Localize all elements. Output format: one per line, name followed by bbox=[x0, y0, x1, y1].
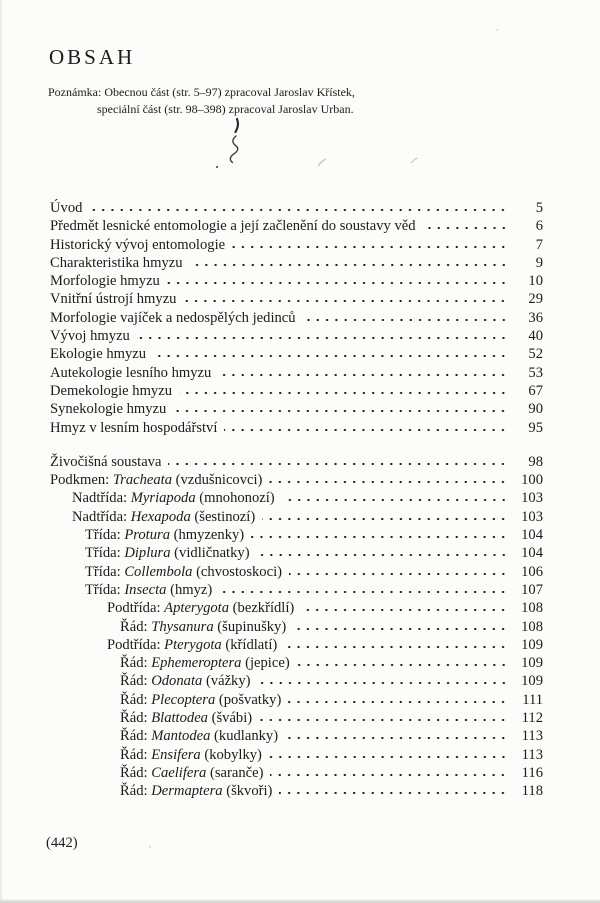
dot-leader bbox=[279, 791, 510, 795]
dot-leader bbox=[190, 263, 510, 267]
toc-entry bbox=[50, 309, 543, 327]
note-line-1 bbox=[48, 84, 355, 101]
entry-common-name: (švábi) bbox=[207, 710, 253, 727]
dot-leader bbox=[284, 645, 510, 649]
entry-page-number: 29 bbox=[528, 291, 543, 308]
entry-label bbox=[85, 544, 250, 562]
toc-entry bbox=[50, 364, 543, 382]
toc-entry bbox=[50, 599, 543, 617]
entry-page-number: 103 bbox=[521, 508, 543, 525]
entry-common-name: (hmyz) bbox=[166, 581, 213, 598]
dot-leader bbox=[288, 700, 510, 704]
latin-taxon-name: Plecoptera bbox=[151, 691, 216, 708]
entry-page-number: 103 bbox=[521, 490, 543, 507]
latin-taxon-name: Odonata bbox=[151, 673, 203, 690]
entry-text: Synekologie hmyzu bbox=[50, 401, 167, 418]
page-number-folio: (442) bbox=[46, 835, 78, 851]
toc-entry bbox=[50, 217, 543, 235]
entry-text: Řád: bbox=[120, 710, 152, 727]
entry-common-name: (šestinozí) bbox=[190, 508, 256, 525]
entry-text: Podkmen: bbox=[50, 472, 113, 489]
entry-page-number: 6 bbox=[535, 218, 543, 235]
entry-text: Charakteristika hmyzu bbox=[50, 254, 183, 271]
latin-taxon-name: Protura bbox=[124, 527, 170, 544]
entry-text: Řád: bbox=[120, 764, 152, 781]
dot-leader bbox=[303, 318, 510, 322]
dot-leader bbox=[297, 663, 510, 667]
toc-entry bbox=[50, 544, 543, 562]
entry-page-number: 109 bbox=[521, 636, 543, 653]
toc-entry bbox=[50, 254, 543, 272]
toc-entry bbox=[50, 382, 543, 400]
latin-taxon-name: Apterygota bbox=[164, 600, 230, 617]
latin-taxon-name: Pterygota bbox=[164, 636, 222, 653]
entry-common-name: (vidličnatky) bbox=[170, 545, 250, 562]
entry-page-number: 67 bbox=[528, 382, 543, 399]
toc-entry bbox=[50, 764, 543, 782]
entry-text: Nadtřída: bbox=[72, 508, 131, 525]
entry-page-number: 107 bbox=[521, 581, 543, 598]
entry-page-number: 40 bbox=[528, 328, 543, 345]
toc-entry bbox=[50, 636, 543, 654]
toc-entry bbox=[50, 236, 543, 254]
entry-common-name: (křídlatí) bbox=[221, 636, 278, 653]
latin-taxon-name: Hexapoda bbox=[130, 508, 191, 525]
entry-text: Úvod bbox=[50, 200, 83, 216]
entry-text: Řád: bbox=[120, 618, 152, 635]
entry-page-number: 52 bbox=[528, 346, 543, 363]
scan-edge-bottom bbox=[0, 899, 600, 903]
dot-leader bbox=[285, 736, 510, 740]
toc-entry bbox=[50, 691, 543, 709]
entry-common-name: (kudlanky) bbox=[210, 728, 279, 745]
note-text-1: Obecnou část (str. 5–97) zpracoval Jaroslav Křístek, bbox=[104, 85, 355, 99]
entry-page-number: 109 bbox=[521, 655, 543, 672]
entry-common-name: (bezkřídlí) bbox=[229, 600, 295, 617]
entry-label bbox=[50, 364, 211, 382]
scan-edge-left bbox=[0, 0, 3, 903]
dot-leader bbox=[153, 354, 510, 358]
dot-leader bbox=[232, 245, 510, 249]
entry-page-number: 98 bbox=[528, 453, 543, 470]
entry-label bbox=[120, 672, 251, 690]
latin-taxon-name: Blattodea bbox=[151, 710, 208, 727]
entry-label bbox=[72, 508, 255, 526]
entry-text: Historický vývoj entomologie bbox=[50, 236, 226, 253]
entry-text: Třída: bbox=[85, 545, 125, 562]
entry-page-number: 113 bbox=[521, 728, 543, 745]
toc-entry bbox=[50, 489, 543, 507]
entry-text: Podtřída: bbox=[107, 636, 165, 653]
toc-entry bbox=[50, 508, 543, 526]
entry-label bbox=[50, 309, 296, 327]
entry-label bbox=[50, 199, 82, 217]
latin-taxon-name: Ephemeroptera bbox=[151, 655, 242, 672]
dot-leader bbox=[262, 517, 510, 521]
toc-entry bbox=[50, 672, 543, 690]
entry-label bbox=[120, 782, 272, 800]
entry-label bbox=[50, 254, 183, 272]
entry-text: Morfologie hmyzu bbox=[50, 273, 160, 290]
entry-page-number: 106 bbox=[521, 563, 543, 580]
entry-page-number: 109 bbox=[521, 673, 543, 690]
dot-leader bbox=[282, 498, 510, 502]
entry-common-name: (škvoři) bbox=[222, 783, 273, 800]
dot-leader bbox=[251, 535, 510, 539]
toc-entry bbox=[50, 618, 543, 636]
entry-text: Třída: bbox=[85, 581, 125, 598]
toc-entry bbox=[50, 746, 543, 764]
entry-text: Hmyz v lesním hospodářství bbox=[50, 419, 218, 436]
entry-label bbox=[120, 764, 263, 782]
toc-entry bbox=[50, 453, 543, 471]
entry-page-number: 9 bbox=[535, 254, 543, 271]
entry-text: Podtřída: bbox=[107, 600, 165, 617]
toc-entry bbox=[50, 345, 543, 363]
entry-page-number: 53 bbox=[528, 364, 543, 381]
toc-entry bbox=[50, 782, 543, 800]
dot-leader bbox=[293, 627, 510, 631]
entry-page-number: 116 bbox=[521, 764, 543, 781]
entry-page-number: 104 bbox=[521, 545, 543, 562]
latin-taxon-name: Tracheata bbox=[112, 472, 173, 489]
toc-entry bbox=[50, 563, 543, 581]
entry-label bbox=[120, 709, 252, 727]
entry-text: Řád: bbox=[120, 728, 152, 745]
toc-entry bbox=[50, 581, 543, 599]
dot-leader bbox=[301, 608, 510, 612]
dot-leader bbox=[258, 681, 510, 685]
latin-taxon-name: Mantodea bbox=[151, 728, 211, 745]
entry-label bbox=[50, 272, 160, 290]
dot-leader bbox=[259, 718, 510, 722]
entry-label bbox=[50, 217, 416, 235]
toc-entry bbox=[50, 419, 543, 437]
entry-label bbox=[85, 581, 212, 599]
entry-text: Autekologie lesního hmyzu bbox=[50, 364, 212, 381]
entry-text: Morfologie vajíček a nedospělých jedinců bbox=[50, 309, 296, 326]
entry-label bbox=[50, 419, 217, 437]
dot-leader bbox=[89, 208, 510, 212]
latin-taxon-name: Insecta bbox=[124, 581, 167, 598]
entry-common-name: (šupinušky) bbox=[213, 618, 287, 635]
entry-common-name: (saranče) bbox=[206, 764, 264, 781]
entry-label bbox=[72, 489, 275, 507]
entry-common-name: (jepice) bbox=[241, 655, 290, 672]
dot-leader bbox=[179, 391, 510, 395]
dot-leader bbox=[219, 590, 510, 594]
table-of-contents bbox=[50, 199, 543, 801]
entry-page-number: 108 bbox=[521, 600, 543, 617]
toc-entry bbox=[50, 400, 543, 418]
entry-label bbox=[85, 563, 282, 581]
toc-entry bbox=[50, 290, 543, 308]
entry-common-name: (pošvatky) bbox=[215, 691, 282, 708]
entry-label bbox=[120, 691, 281, 709]
toc-entry bbox=[50, 199, 543, 217]
page-title: OBSAH bbox=[49, 45, 136, 69]
entry-label bbox=[50, 453, 161, 471]
entry-label bbox=[50, 345, 146, 363]
entry-text: Řád: bbox=[120, 783, 152, 800]
toc-entry bbox=[50, 727, 543, 745]
dot-leader bbox=[270, 773, 510, 777]
latin-taxon-name: Diplura bbox=[124, 545, 171, 562]
entry-page-number: 100 bbox=[521, 472, 543, 489]
note-text-2: speciální část (str. 98–398) zpracoval Jaroslav Urban. bbox=[97, 101, 354, 116]
dot-leader bbox=[173, 409, 510, 413]
entry-text: Třída: bbox=[85, 527, 125, 544]
latin-taxon-name: Collembola bbox=[124, 563, 193, 580]
entry-text: Řád: bbox=[120, 746, 152, 763]
dot-leader bbox=[423, 226, 510, 230]
entry-common-name: (hmyzenky) bbox=[170, 527, 245, 544]
entry-label bbox=[50, 400, 166, 418]
toc-entry bbox=[50, 654, 543, 672]
entry-common-name: (chvostoskoci) bbox=[192, 563, 282, 580]
entry-label bbox=[50, 290, 176, 308]
latin-taxon-name: Myriapoda bbox=[130, 490, 196, 507]
entry-text: Živočišná soustava bbox=[50, 453, 162, 470]
entry-common-name: (vážky) bbox=[202, 673, 251, 690]
entry-text: Vývoj hmyzu bbox=[50, 328, 130, 345]
entry-text: Řád: bbox=[120, 673, 152, 690]
entry-page-number: 95 bbox=[528, 419, 543, 436]
entry-page-number: 104 bbox=[521, 527, 543, 544]
dot-leader bbox=[218, 373, 510, 377]
entry-page-number: 113 bbox=[521, 746, 543, 763]
entry-page-number: 90 bbox=[528, 401, 543, 418]
entry-text: Řád: bbox=[120, 691, 152, 708]
entry-page-number: 112 bbox=[521, 710, 543, 727]
entry-label bbox=[107, 636, 277, 654]
entry-label bbox=[50, 327, 130, 345]
entry-text: Demekologie hmyzu bbox=[50, 382, 172, 399]
entry-page-number: 7 bbox=[535, 236, 543, 253]
entry-page-number: 10 bbox=[528, 273, 543, 290]
latin-taxon-name: Ensifera bbox=[151, 746, 201, 763]
dot-leader bbox=[269, 755, 510, 759]
entry-text: Předmět lesnické entomologie a její začlenění do soustavy věd bbox=[50, 218, 416, 235]
dot-leader bbox=[183, 299, 510, 303]
entry-label bbox=[50, 382, 172, 400]
dot-leader bbox=[257, 553, 510, 557]
entry-label bbox=[120, 618, 286, 636]
latin-taxon-name: Dermaptera bbox=[151, 783, 223, 800]
entry-text: Vnitřní ústrojí hmyzu bbox=[50, 291, 177, 308]
note-label: Poznámka: bbox=[48, 85, 102, 99]
entry-text: Třída: bbox=[85, 563, 125, 580]
dot-leader bbox=[168, 462, 510, 466]
latin-taxon-name: Thysanura bbox=[151, 618, 214, 635]
entry-label bbox=[120, 746, 262, 764]
entry-label bbox=[50, 236, 225, 254]
entry-common-name: (mnohonozí) bbox=[195, 490, 275, 507]
editors-note bbox=[48, 84, 355, 117]
toc-entry bbox=[50, 526, 543, 544]
toc-entry bbox=[50, 471, 543, 489]
entry-page-number: 108 bbox=[521, 618, 543, 635]
dot-leader bbox=[289, 572, 510, 576]
dot-leader bbox=[137, 336, 510, 340]
dot-leader bbox=[167, 281, 510, 285]
toc-section-general bbox=[50, 199, 543, 437]
entry-label bbox=[120, 727, 278, 745]
dot-leader bbox=[224, 428, 510, 432]
entry-page-number: 36 bbox=[528, 309, 543, 326]
toc-section-systematic bbox=[50, 453, 543, 801]
entry-label bbox=[50, 471, 262, 489]
entry-page-number: 5 bbox=[535, 200, 543, 216]
dot-leader bbox=[269, 480, 510, 484]
entry-common-name: (kobylky) bbox=[200, 746, 262, 763]
entry-text: Řád: bbox=[120, 655, 152, 672]
toc-entry bbox=[50, 327, 543, 345]
entry-label bbox=[107, 599, 294, 617]
entry-page-number: 111 bbox=[522, 691, 543, 708]
entry-common-name: (vzdušnicovci) bbox=[172, 472, 263, 489]
toc-entry bbox=[50, 709, 543, 727]
entry-text: Ekologie hmyzu bbox=[50, 346, 147, 363]
entry-page-number: 118 bbox=[521, 783, 543, 800]
toc-entry bbox=[50, 272, 543, 290]
entry-label bbox=[120, 654, 290, 672]
latin-taxon-name: Caelifera bbox=[151, 764, 207, 781]
entry-text: Nadtřída: bbox=[72, 490, 131, 507]
entry-label bbox=[85, 526, 244, 544]
